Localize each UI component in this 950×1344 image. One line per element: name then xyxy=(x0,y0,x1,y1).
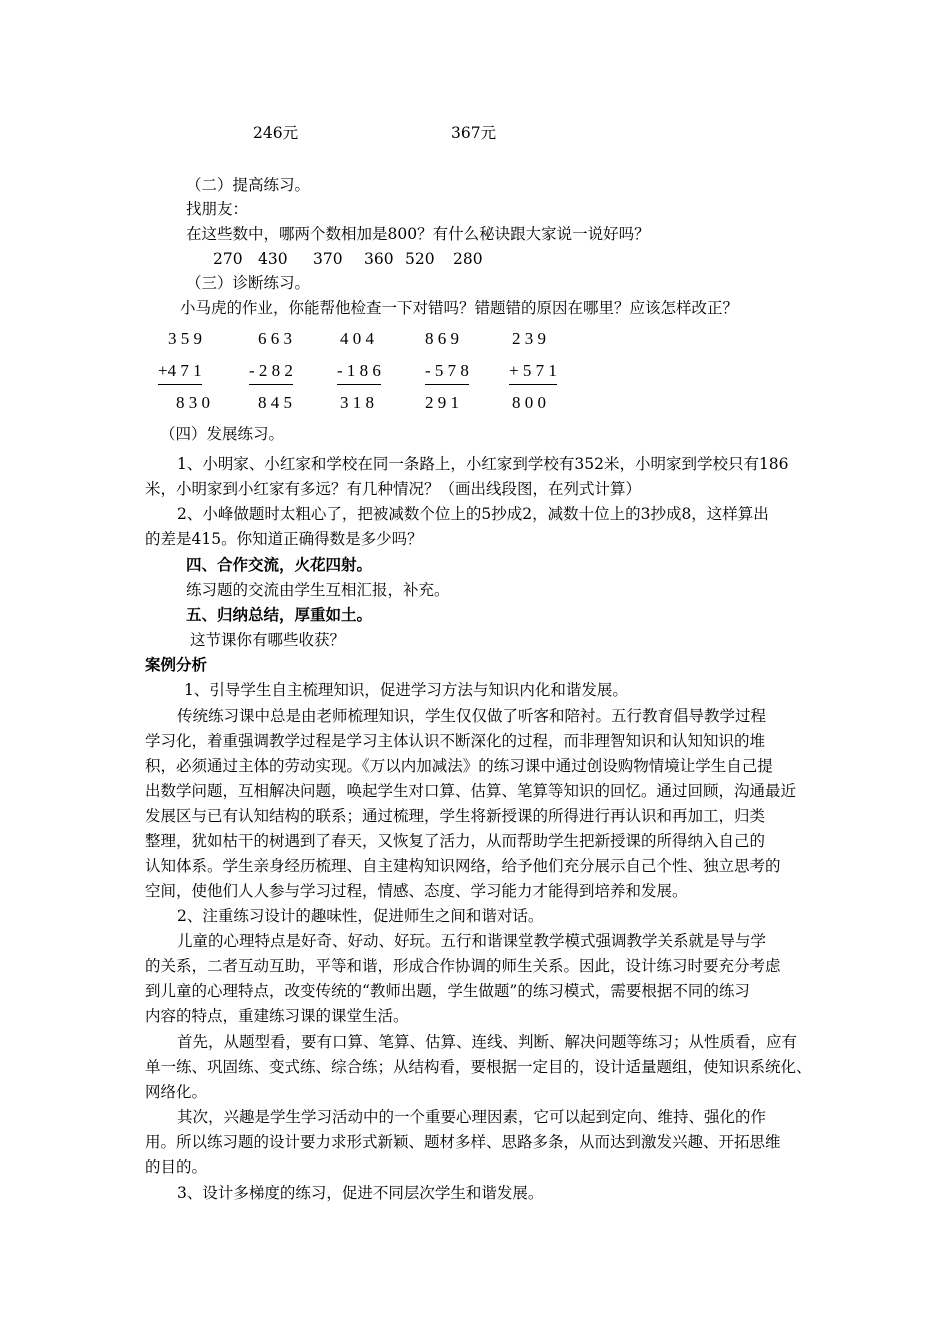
paragraph-line: 网络化。 xyxy=(145,1083,208,1101)
problem-top: 8 6 9 xyxy=(425,329,459,348)
question-text: 在这些数中，哪两个数相加是800？有什么秘诀跟大家说一说好吗？ xyxy=(186,225,650,243)
problem-operand: - 2 8 2 xyxy=(249,359,293,385)
sub-title: 找朋友： xyxy=(186,200,249,218)
number-item: 280 xyxy=(453,250,483,268)
paragraph-line: 出数学问题，互相解决问题，唤起学生对口算、估算、笔算等知识的回忆。通过回顾，沟通最近 xyxy=(145,782,797,800)
price-text: 367元 xyxy=(451,124,497,142)
problem-result: 3 1 8 xyxy=(340,393,374,412)
problem-operand: - 5 7 8 xyxy=(425,359,469,385)
part-heading: 四、合作交流，火花四射。 xyxy=(186,556,373,574)
problem-top: 4 0 4 xyxy=(340,329,374,348)
problem-result: 8 0 0 xyxy=(512,393,546,412)
body-text: 练习题的交流由学生互相汇报，补充。 xyxy=(186,581,450,599)
paragraph-line: 其次，兴趣是学生学习活动中的一个重要心理因素，它可以起到定向、维持、强化的作 xyxy=(177,1108,767,1126)
problem-operand: +4 7 1 xyxy=(158,359,202,385)
paragraph-line: 积，必须通过主体的劳动实现。《万以内加减法》的练习课中通过创设购物情境让学生自己提 xyxy=(145,757,773,775)
number-item: 430 xyxy=(258,250,288,268)
number-item: 360 xyxy=(364,250,394,268)
analysis-heading: 案例分析 xyxy=(145,656,208,674)
problem-operand: + 5 7 1 xyxy=(509,359,557,385)
section-title: （三）诊断练习。 xyxy=(186,274,311,292)
section-title: （二）提高练习。 xyxy=(186,176,311,194)
paragraph-line: 整理，犹如枯干的树遇到了春天，又恢复了活力，从而帮助学生把新授课的所得纳入自己的 xyxy=(145,832,766,850)
price-text: 246元 xyxy=(253,124,299,142)
paragraph-line: 儿童的心理特点是好奇、好动、好玩。五行和谐课堂教学模式强调教学关系就是导与学 xyxy=(177,932,767,950)
question-text: 1、小明家、小红家和学校在同一条路上，小红家到学校有352米，小明家到学校只有186 xyxy=(177,455,789,473)
paragraph-line: 认知体系。学生亲身经历梳理、自主建构知识网络，给予他们充分展示自己个性、独立思考的 xyxy=(145,857,781,875)
part-heading: 五、归纳总结，厚重如土。 xyxy=(186,606,373,624)
section-title: （四）发展练习。 xyxy=(160,425,285,443)
paragraph-line: 学习化，着重强调教学过程是学习主体认识不断深化的过程，而非理智知识和认知知识的堆 xyxy=(145,732,766,750)
point-heading: 1、引导学生自主梳理知识，促进学习方法与知识内化和谐发展。 xyxy=(184,681,628,699)
paragraph-line: 发展区与已有认知结构的联系；通过梳理，学生将新授课的所得进行再认识和再加工，归类 xyxy=(145,807,766,825)
problem-result: 8 4 5 xyxy=(258,393,292,412)
paragraph-line: 传统练习课中总是由老师梳理知识，学生仅仅做了听客和陪衬。五行教育倡导教学过程 xyxy=(177,707,767,725)
question-text: 米，小明家到小红家有多远？有几种情况？（画出线段图，在列式计算） xyxy=(145,480,642,498)
problem-top: 3 5 9 xyxy=(168,329,202,348)
question-text: 的差是415。你知道正确得数是多少吗？ xyxy=(145,530,423,548)
problem-result: 8 3 0 xyxy=(176,393,210,412)
problem-top: 2 3 9 xyxy=(512,329,546,348)
paragraph-line: 的关系，二者互动互助，平等和谐，形成合作协调的师生关系。因此，设计练习时要充分考虑 xyxy=(145,957,781,975)
problem-result: 2 9 1 xyxy=(425,393,459,412)
paragraph-line: 首先，从题型看，要有口算、笔算、估算、连线、判断、解决问题等练习；从性质看，应有 xyxy=(177,1033,798,1051)
problem-top: 6 6 3 xyxy=(258,329,292,348)
question-text: 小马虎的作业，你能帮他检查一下对错吗？错题错的原因在哪里？应该怎样改正？ xyxy=(180,299,739,317)
paragraph-line: 空间，使他们人人参与学习过程，情感、态度、学习能力才能得到培养和发展。 xyxy=(145,882,688,900)
question-text: 2、小峰做题时太粗心了，把被减数个位上的5抄成2，减数十位上的3抄成8，这样算出 xyxy=(177,505,769,523)
point-heading: 3、设计多梯度的练习，促进不同层次学生和谐发展。 xyxy=(177,1184,544,1202)
number-item: 270 xyxy=(213,250,243,268)
number-item: 520 xyxy=(405,250,435,268)
paragraph-line: 用。所以练习题的设计要力求形式新颖、题材多样、思路多条，从而达到激发兴趣、开拓思维 xyxy=(145,1133,781,1151)
paragraph-line: 内容的特点，重建练习课的课堂生活。 xyxy=(145,1007,409,1025)
problem-operand: - 1 8 6 xyxy=(337,359,381,385)
paragraph-line: 的目的。 xyxy=(145,1158,208,1176)
paragraph-line: 单一练、巩固练、变式练、综合练；从结构看，要根据一定目的，设计适量题组，使知识系统化、 xyxy=(145,1058,812,1076)
paragraph-line: 到儿童的心理特点，改变传统的“教师出题，学生做题”的练习模式，需要根据不同的练习 xyxy=(145,982,750,1000)
body-text: 这节课你有哪些收获？ xyxy=(190,631,346,649)
point-heading: 2、注重练习设计的趣味性，促进师生之间和谐对话。 xyxy=(177,907,544,925)
number-item: 370 xyxy=(313,250,343,268)
